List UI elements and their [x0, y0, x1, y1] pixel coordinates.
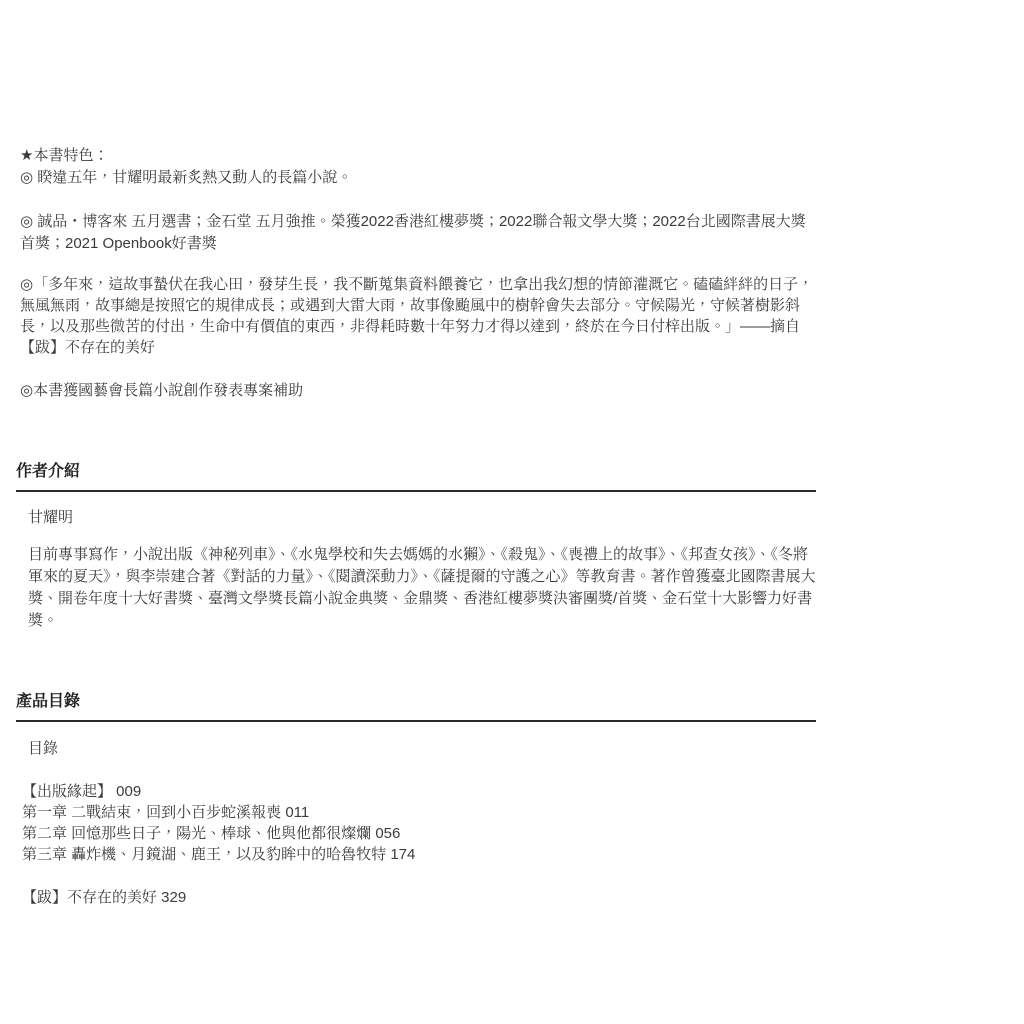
- features-title: ★本書特色：: [20, 147, 109, 164]
- feature-item: ◎ 誠品・博客來 五月選書；金石堂 五月強推。榮獲2022香港紅樓夢獎；2022聯合報文學大獎；2022台北國際書展大獎首獎；2021 Openbook好書獎: [20, 213, 806, 252]
- toc-list: [16, 781, 816, 865]
- book-features-block: [16, 145, 816, 402]
- page-content: [16, 0, 816, 923]
- toc-entry: 第二章 回憶那些日子，陽光、棒球、他與他都很燦爛 056: [22, 825, 401, 842]
- toc-epilogue-entry: 【跋】不存在的美好 329: [22, 889, 187, 906]
- feature-item: ◎ 睽違五年，甘耀明最新炙熱又動人的長篇小說。: [20, 169, 353, 186]
- toc-section-heading: 產品目錄: [16, 688, 816, 722]
- toc-entry: 第一章 二戰結束，回到小百步蛇溪報喪 011: [22, 804, 310, 821]
- toc-entry: 【出版緣起】 009: [22, 783, 142, 800]
- author-name: 甘耀明: [28, 509, 74, 526]
- author-section-heading: 作者介紹: [16, 458, 816, 492]
- toc-entry: 第三章 轟炸機、月鏡湖、鹿王，以及豹眸中的哈魯牧特 174: [22, 846, 416, 863]
- feature-item: ◎「多年來，這故事蟄伏在我心田，發芽生長，我不斷蒐集資料餵養它，也拿出我幻想的情節灌溉它。磕磕絆絆的日子，無風無雨，故事總是按照它的規律成長；或遇到大雷大雨，故事像颱風中的樹幹會失去部分。守候陽光，守候著樹影斜長，以及那些微苦的付出，生命中有價值的東西，非得耗時數十年努力才得以達到，終於在今日付梓出版。」——摘自【跋】不存在的美好: [20, 276, 814, 356]
- feature-item: ◎本書獲國藝會長篇小說創作發表專案補助: [20, 382, 304, 399]
- author-bio: 目前專事寫作，小說出版《神秘列車》、《水鬼學校和失去媽媽的水獺》、《殺鬼》、《喪禮上的故事》、《邦查女孩》、《冬將軍來的夏天》，與李崇建合著《對話的力量》、《閱讀深動力》、《薩提爾的守護之心》等教育書。著作曾獲臺北國際書展大獎、開卷年度十大好書獎、臺灣文學獎長篇小說金典獎、金鼎獎、香港紅樓夢獎決審團獎/首獎、金石堂十大影響力好書獎。: [28, 546, 816, 629]
- toc-subheading: 目錄: [28, 740, 59, 757]
